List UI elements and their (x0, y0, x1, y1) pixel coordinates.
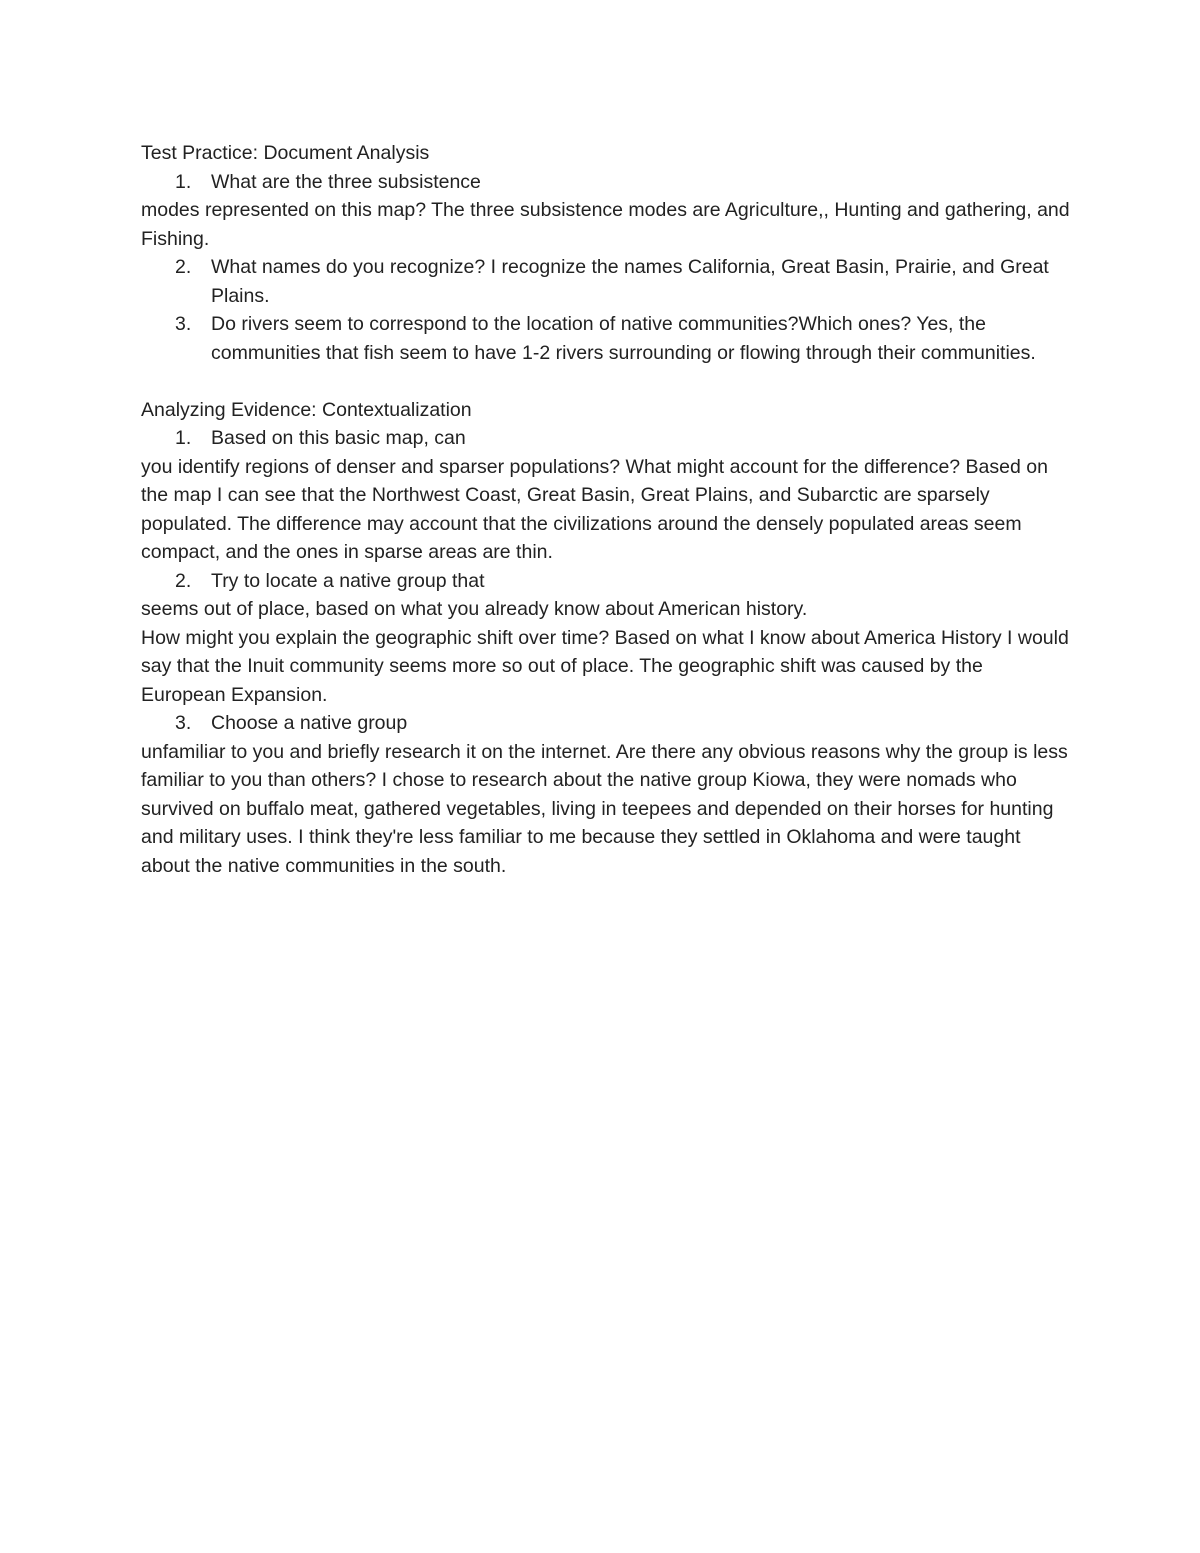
question-2-document-analysis (141, 253, 1071, 310)
question-1-contextualization (141, 424, 1071, 453)
document-page (141, 139, 1071, 880)
question-text: Choose a native group (211, 712, 408, 734)
list-number: 2. (175, 256, 192, 278)
list-number: 1. (175, 427, 192, 449)
question-2-contextualization (141, 567, 1071, 596)
question-text: Based on this basic map, can (211, 427, 466, 449)
list-number: 3. (175, 712, 192, 734)
question-3-document-analysis (141, 310, 1071, 367)
list-number: 1. (175, 170, 192, 193)
question-3-contextualization (141, 709, 1071, 738)
list-number: 2. (175, 569, 192, 592)
question-answer-text: What names do you recognize? I recognize the names California, Great Basin, Prairie, and Great Plains. (211, 256, 1049, 307)
answer-text: modes represented on this map? The three subsistence modes are Agriculture,, Hunting and gathering, and Fishing. (141, 199, 1070, 250)
question-1-document-analysis (141, 168, 1071, 197)
list-number: 3. (175, 313, 192, 335)
question-answer-text: Do rivers seem to correspond to the location of native communities?Which ones? Yes, the communities that fish seem to have 1-2 rivers surrounding or flowing through their communities. (211, 313, 1036, 364)
answer-text: you identify regions of denser and sparser populations? What might account for the difference? Based on the map I can see that the Northwest Coast, Great Basin, Great Plains, and Subarctic are sparsely populated. The difference may account that the civilizations around the densely populated areas seem compact, and the ones in sparse areas are thin. (141, 455, 1048, 563)
blank-line (141, 367, 1071, 396)
question-text: What are the three subsistence (211, 170, 481, 193)
answer-text: unfamiliar to you and briefly research it on the internet. Are there any obvious reasons why the group is less familiar to you than others? I chose to research about the native group Kiowa, they were nomads who survived on buffalo meat, gathered vegetables, living in teepees and depended on their horses for hunting and military uses. I think they're less familiar to me because they settled in Oklahoma and were taught about the native communities in the south. (141, 740, 1068, 877)
section-heading-document-analysis: Test Practice: Document Analysis (141, 142, 430, 164)
section-heading-contextualization: Analyzing Evidence: Contextualization (141, 398, 472, 421)
question-continuation-text: seems out of place, based on what you already know about American history. (141, 598, 808, 620)
answer-text: How might you explain the geographic shift over time? Based on what I know about America History I would say that the Inuit community seems more so out of place. The geographic shift was caused by the European Expansion. (141, 626, 1069, 706)
question-text: Try to locate a native group that (211, 569, 485, 592)
